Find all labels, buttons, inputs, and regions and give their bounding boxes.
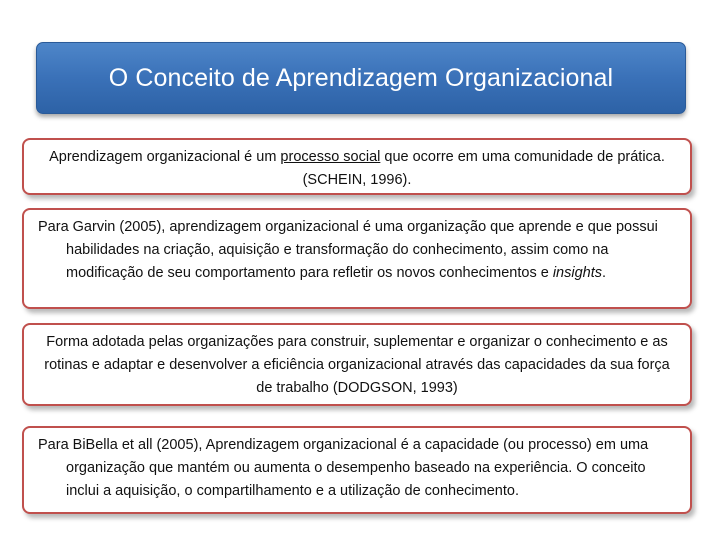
- schein-text-start: Aprendizagem organizacional é um: [49, 149, 281, 165]
- garvin-text-main: Para Garvin (2005), aprendizagem organizacional é uma organização que aprende e que possui habilidades na criação, aquisição e transformação do conhecimento, assim como na modificação de seu comportamento para refletir os novos conhecimentos e: [38, 219, 658, 281]
- definition-card-bibella: [22, 426, 692, 514]
- definition-card-garvin: [22, 208, 692, 309]
- definition-text-schein: [24, 140, 690, 198]
- definition-card-dodgson: [22, 323, 692, 406]
- definition-text-dodgson: Forma adotada pelas organizações para construir, suplementar e organizar o conhecimento e as rotinas e adaptar e desenvolver a eficiência organizacional através das capacidades da sua força de trabalho (DODGSON, 1993): [44, 334, 670, 396]
- schein-text-end: que ocorre em uma comunidade de prática. (SCHEIN, 1996).: [302, 149, 665, 188]
- garvin-text-end: .: [601, 265, 607, 281]
- definition-text-bibella: Para BiBella et all (2005), Aprendizagem organizacional é a capacidade (ou processo) em uma organização que mantém ou aumenta o desempenho baseado na experiência. O conceito inclui a aquisição, o compartilhamento e a utilização de conhecimento.: [38, 437, 649, 499]
- definition-text-garvin: [24, 210, 690, 291]
- processo-social-emphasis: processo social: [280, 149, 381, 165]
- slide-title-text: O Conceito de Aprendizagem Organizacional: [108, 63, 614, 92]
- slide-title: [36, 42, 686, 114]
- insights-emphasis: insights: [552, 265, 602, 281]
- definition-card-schein: [22, 138, 692, 195]
